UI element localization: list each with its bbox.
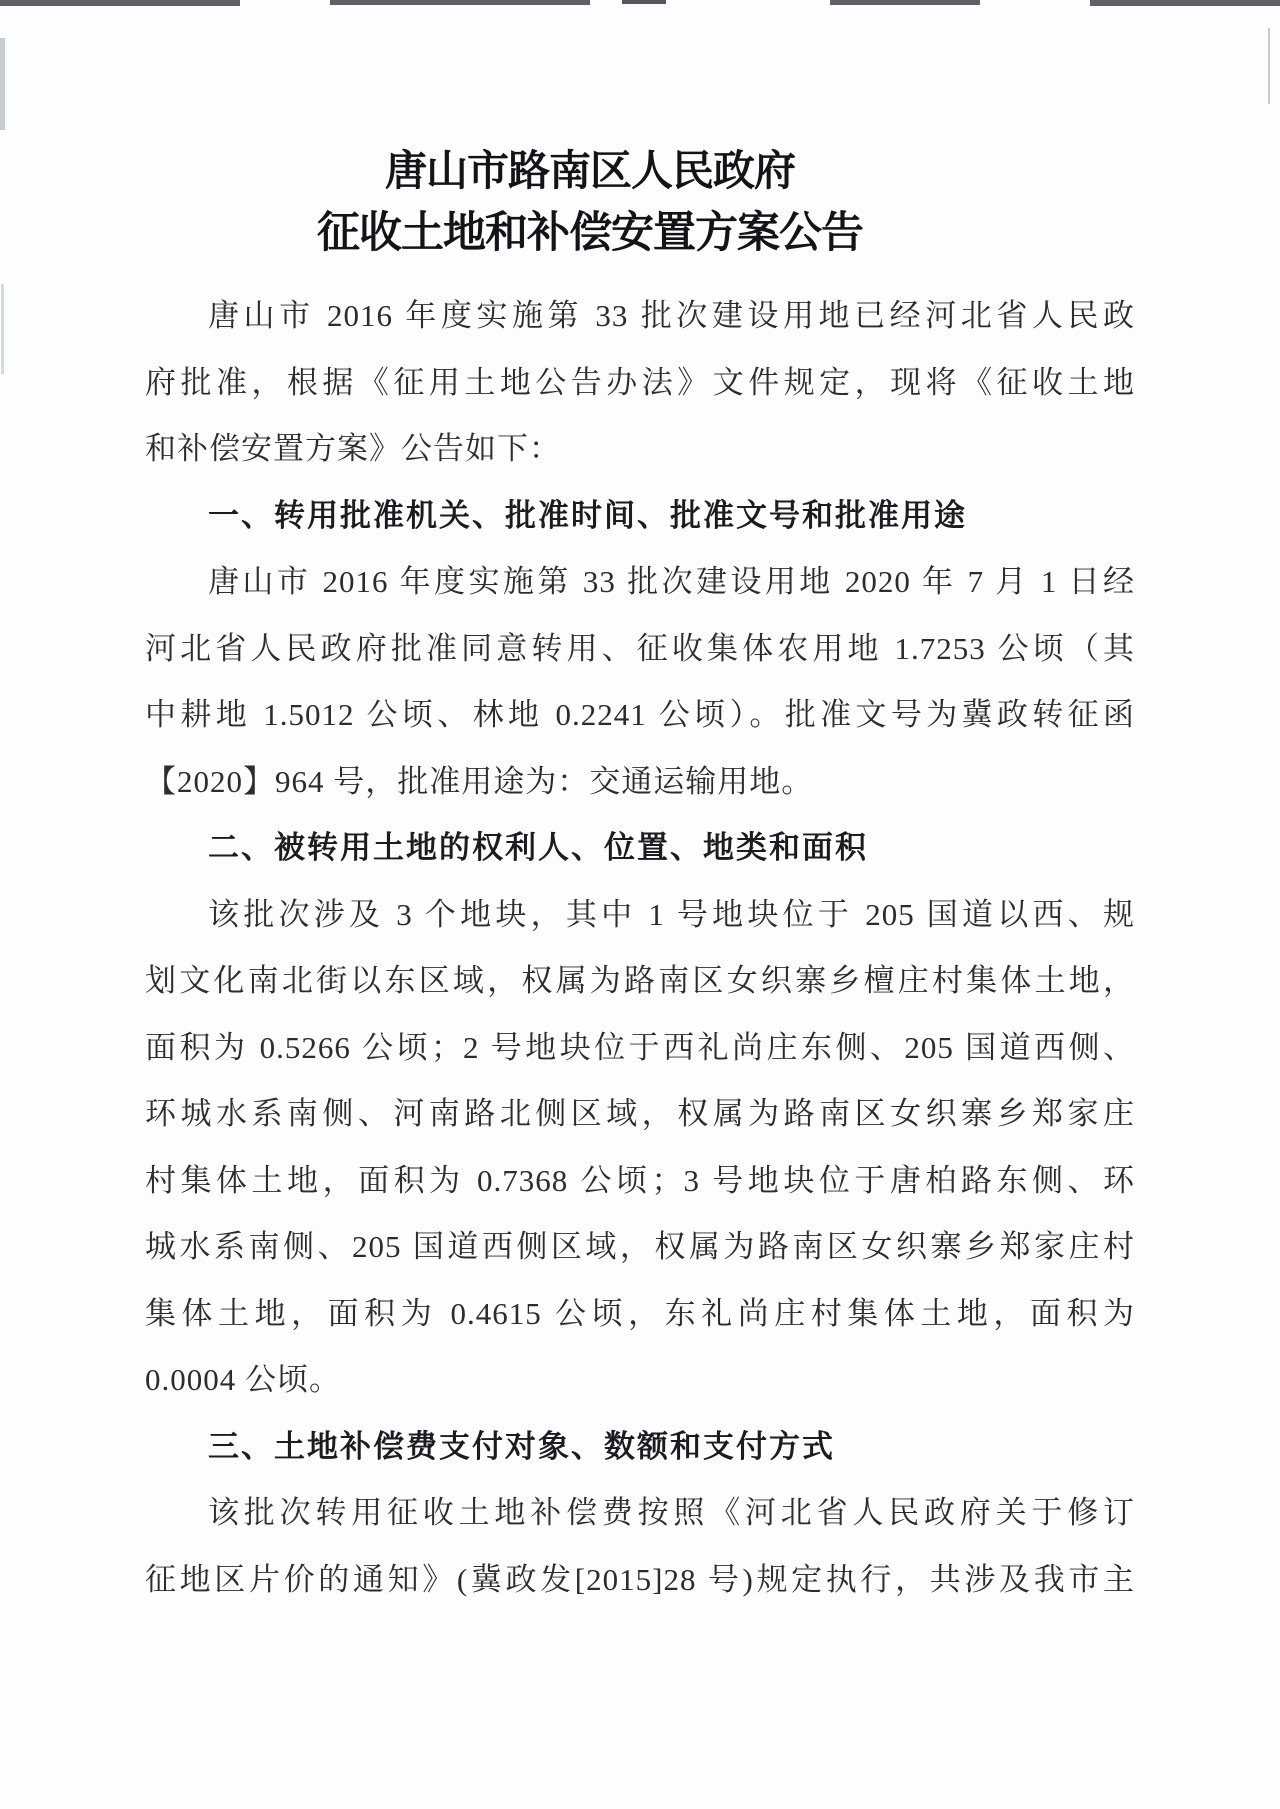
paragraph-line: 集体土地，面积为 0.4615 公顷，东礼尚庄村集体土地，面积为 [145,1295,1135,1331]
scan-artifact-left-edge [0,38,5,130]
paragraph-line: 该批次涉及 3 个地块，其中 1 号地块位于 205 国道以西、规 [208,896,1135,932]
section-heading-2: 二、被转用土地的权利人、位置、地类和面积 [208,830,868,865]
section-heading-3: 三、土地补偿费支付对象、数额和支付方式 [208,1428,835,1464]
paragraph-line: 中耕地 1.5012 公顷、林地 0.2241 公顷）。批准文号为冀政转征函 [145,697,1135,732]
paragraph-line: 环城水系南侧、河南路北侧区域，权属为路南区女织寨乡郑家庄 [145,1096,1135,1131]
paragraph-line: 河北省人民政府批准同意转用、征收集体农用地 1.7253 公顷（其 [145,630,1135,666]
paragraph-line: 唐山市 2016 年度实施第 33 批次建设用地 2020 年 7 月 1 日经 [208,564,1135,599]
scan-artifact-top-edge [0,0,1280,8]
title-line-1: 唐山市路南区人民政府 [384,149,795,195]
paragraph-line: 【2020】964 号，批准用途为：交通运输用地。 [145,763,814,799]
document-title [95,142,1085,266]
paragraph-line: 0.0004 公顷。 [145,1362,341,1397]
paragraph-line: 征地区片价的通知》(冀政发[2015]28 号)规定执行，共涉及我市主 [145,1561,1135,1597]
section-heading-1: 一、转用批准机关、批准时间、批准文号和批准用途 [208,497,967,533]
paragraph-line: 府批准，根据《征用土地公告办法》文件规定，现将《征收土地 [145,364,1135,400]
paragraph-line: 划文化南北街以东区域，权属为路南区女织寨乡檀庄村集体土地， [145,963,1135,998]
paragraph-line: 和补偿安置方案》公告如下： [145,431,561,466]
paragraph-line: 该批次转用征收土地补偿费按照《河北省人民政府关于修订 [208,1495,1135,1530]
paragraph-line: 唐山市 2016 年度实施第 33 批次建设用地已经河北省人民政 [208,298,1135,333]
paragraph-line: 村集体土地，面积为 0.7368 公顷；3 号地块位于唐柏路东侧、环 [145,1162,1135,1198]
scan-artifact-right-edge [1268,28,1270,104]
paragraph-line: 面积为 0.5266 公顷；2 号地块位于西礼尚庄东侧、205 国道西侧、 [145,1029,1135,1065]
document-body [145,283,1135,1613]
paragraph-line: 城水系南侧、205 国道西侧区域，权属为路南区女织寨乡郑家庄村 [145,1229,1135,1264]
title-line-2: 征收土地和补偿安置方案公告 [317,210,863,257]
